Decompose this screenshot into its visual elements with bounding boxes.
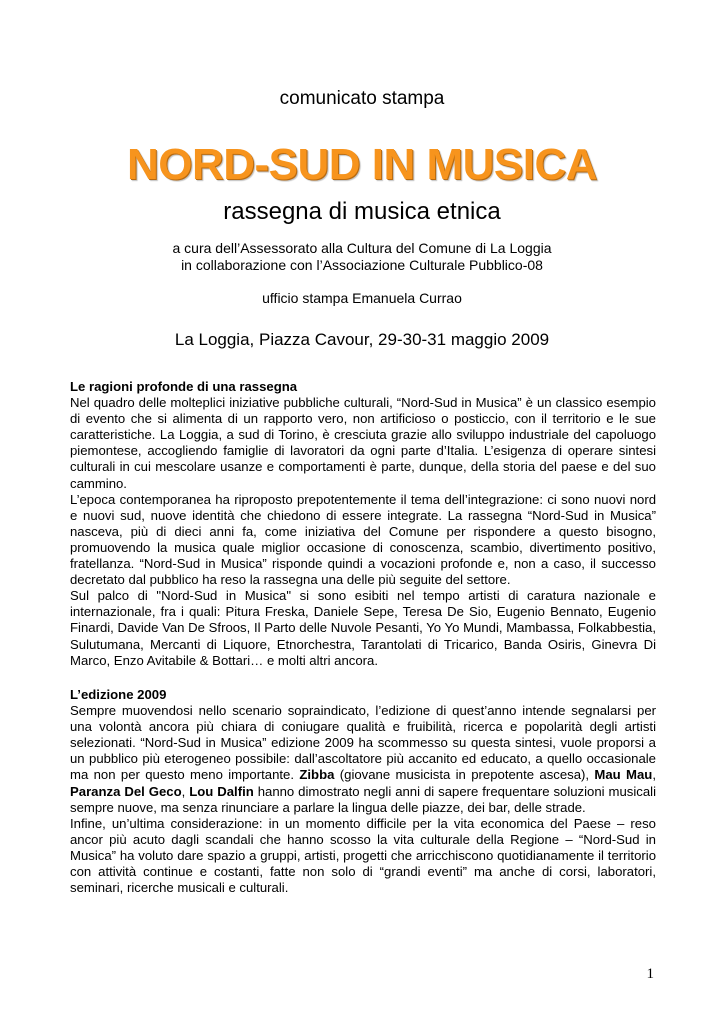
artist-name: Paranza Del Geco [70,783,182,799]
document-type: comunicato stampa [279,88,445,109]
page-subtitle: rassegna di musica etnica [223,198,501,225]
text-run: , [652,767,656,783]
section-edition-2009 [70,687,656,896]
page-number: 1 [646,966,654,982]
paragraph: Sul palco di "Nord-Sud in Musica" si sono esibiti nel tempo artisti di caratura nazionale e internazionale, fra i quali: Pitura Freska, Daniele Sepe, Teresa De Sio, Eugenio Bennato, Eugenio Finardi, Davide Van De Sfroos, Il Parto delle Nuvole Pesanti, Yo Yo Mundi, Mambassa, Folkabbestia, Sulutumana, Mercanti di Liquore, Etnorchestra, Tarantolati di Tricarico, Banda Osiris, Ginevra Di Marco, Enzo Avitabile & Bottari… e molti altri ancora. [70,588,656,668]
press-office: ufficio stampa Emanuela Currao [262,290,462,306]
section-reasons [70,379,656,669]
artist-name: Lou Dalfin [189,783,254,799]
place-date: La Loggia, Piazza Cavour, 29-30-31 maggio 2009 [174,330,550,349]
paragraph: Nel quadro delle molteplici iniziative pubbliche culturali, “Nord-Sud in Musica” è un classico esempio di evento che si alimenta di un rapporto vero, non artificioso o posticcio, con il territorio e le sue caratteristiche. La Loggia, a sud di Torino, è cresciuta grazie allo sviluppo industriale del capoluogo piemontese, accogliendo famiglie di lavoratori da ogni parte d’Italia. L’esigenza di operare sintesi culturali in cui mescolare usanze e comportamenti è parte, dunque, della storia del paese e del suo cammino. [70,395,656,491]
artist-name: Zibba [299,767,335,783]
text-run: , [181,783,190,799]
curated-line-2: in collaborazione con l’Associazione Culturale Pubblico-08 [181,257,543,273]
paragraph: L’epoca contemporanea ha riproposto prepotentemente il tema dell’integrazione: ci sono nuovi nord e nuovi sud, nuove identità che chiedono di essere integrate. La rassegna “Nord-Sud in Musica” nasceva, più di dieci anni fa, come iniziativa del Comune per rispondere a questo bisogno, promuovendo la musica quale miglior occasione di conoscenza, scambio, divertimento positivo, fratellanza. “Nord-Sud in Musica” risponde quindi a vocazioni profonde e, non a caso, il successo decretato dal pubblico ha reso la rassegna una delle più seguite del settore. [70,491,656,588]
curated-by [0,240,724,274]
text-run: Sempre muovendosi nello scenario sopraindicato, l’edizione di quest’anno intende segnalarsi per una volontà ancora più chiara di coniugare qualità e fruibilità, ricerca e popolarità degli artisti selezionati. “Nord-Sud in Musica” edizione 2009 ha scommesso su questa sintesi, vuole proporsi a un pubblico più eterogeneo possibile: dall’ascoltatore più accanito ed educato, a quello occasionale ma non per questo meno importante. [70,703,656,783]
paragraph [70,703,656,816]
curated-line-1: a cura dell’Assessorato alla Cultura del Comune di La Loggia [172,240,552,256]
text-run: hanno dimostrato negli anni di sapere frequentare soluzioni musicali sempre nuove, ma senza rinunciare a parlare la lingua delle piazze, dei bar, delle strade. [70,783,656,815]
text-run: (giovane musicista in prepotente ascesa), [334,767,595,783]
section-heading: L’edizione 2009 [70,687,167,702]
artist-name: Mau Mau [594,767,653,783]
paragraph: Infine, un’ultima considerazione: in un momento difficile per la vita economica del Paese – reso ancor più acuto dagli scandali che hanno scosso la vita culturale della Regione – “Nord-Sud in Musica” ha voluto dare spazio a gruppi, artisti, progetti che arricchiscono quotidianamente il territorio con attività continue e costanti, fatte non solo di “grandi eventi” ma anche di corsi, laboratori, seminari, ricerche musicali e culturali. [70,815,656,896]
page-title: NORD-SUD IN MUSICA [126,140,598,189]
section-heading: Le ragioni profonde di una rassegna [70,379,298,394]
